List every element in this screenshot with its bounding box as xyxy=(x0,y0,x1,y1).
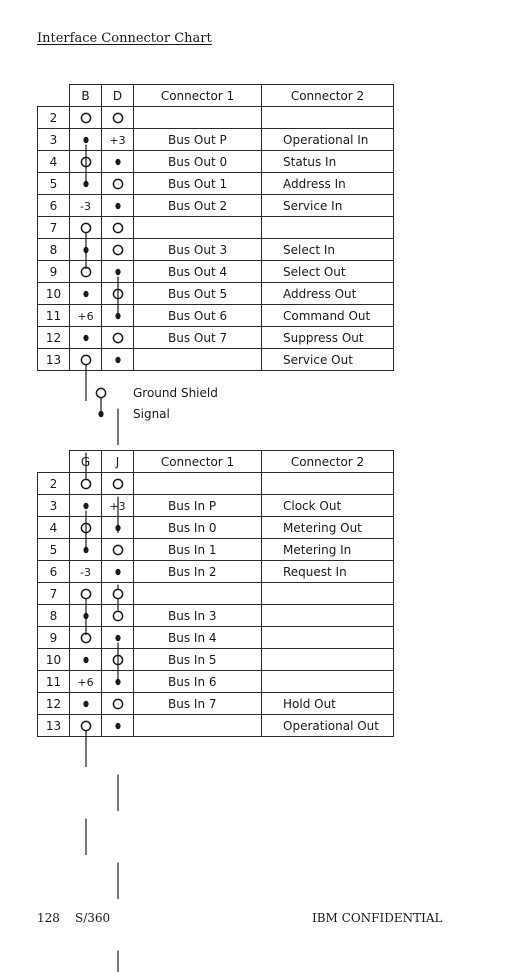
connector-1-signal: Bus In 7 xyxy=(134,693,262,715)
pin-b: -3 xyxy=(70,195,102,217)
table-row xyxy=(38,129,394,151)
pin-g xyxy=(70,495,102,517)
connector-1-signal: Bus In 0 xyxy=(134,517,262,539)
connector-1-signal: Bus Out 1 xyxy=(134,173,262,195)
connector-2-signal: Select In xyxy=(262,239,394,261)
signal-icon xyxy=(79,540,93,560)
row-number: 12 xyxy=(38,693,70,715)
connector-2-signal: Hold Out xyxy=(262,693,394,715)
table-row xyxy=(38,305,394,327)
pin-j xyxy=(102,583,134,605)
connector-chart-2 xyxy=(37,450,393,737)
table-row xyxy=(38,239,394,261)
connector-2-signal: Operational In xyxy=(262,129,394,151)
row-number: 7 xyxy=(38,217,70,239)
header-g: G xyxy=(70,451,102,473)
connector-1-signal xyxy=(134,583,262,605)
connector-chart-1 xyxy=(37,84,393,371)
connector-2-signal: Service In xyxy=(262,195,394,217)
signal-icon xyxy=(111,350,125,370)
pin-j xyxy=(102,605,134,627)
pin-g xyxy=(70,715,102,737)
row-number: 9 xyxy=(38,627,70,649)
pin-d xyxy=(102,283,134,305)
row-number: 13 xyxy=(38,715,70,737)
pin-d xyxy=(102,261,134,283)
pin-d xyxy=(102,327,134,349)
header-connector-1: Connector 1 xyxy=(134,85,262,107)
signal-icon xyxy=(111,672,125,692)
ground-shield-icon xyxy=(111,328,125,348)
table-row xyxy=(38,195,394,217)
row-number: 4 xyxy=(38,517,70,539)
signal-icon xyxy=(79,130,93,150)
header-blank xyxy=(38,451,70,473)
ground-shield-icon xyxy=(79,518,93,538)
connector-1-signal: Bus Out 7 xyxy=(134,327,262,349)
pin-g xyxy=(70,539,102,561)
connector-table xyxy=(37,450,394,737)
ground-shield-icon xyxy=(79,108,93,128)
ground-shield-icon xyxy=(111,284,125,304)
row-number: 10 xyxy=(38,649,70,671)
table-row xyxy=(38,715,394,737)
pin-g xyxy=(70,473,102,495)
table-row xyxy=(38,671,394,693)
table-row xyxy=(38,627,394,649)
signal-icon xyxy=(111,518,125,538)
connector-2-signal: Service Out xyxy=(262,349,394,371)
row-number: 4 xyxy=(38,151,70,173)
ground-shield-icon xyxy=(79,628,93,648)
pin-g xyxy=(70,583,102,605)
row-number: 7 xyxy=(38,583,70,605)
ground-shield-icon xyxy=(79,716,93,736)
row-number: 2 xyxy=(38,107,70,129)
table-row xyxy=(38,107,394,129)
table-row xyxy=(38,517,394,539)
header-blank xyxy=(38,85,70,107)
connector-1-signal: Bus Out 6 xyxy=(134,305,262,327)
connector-1-signal: Bus Out 4 xyxy=(134,261,262,283)
model-label: S/360 xyxy=(75,911,111,925)
pin-j xyxy=(102,671,134,693)
row-number: 13 xyxy=(38,349,70,371)
pin-j xyxy=(102,649,134,671)
ground-shield-icon xyxy=(111,540,125,560)
signal-icon xyxy=(79,284,93,304)
connector-2-signal: Select Out xyxy=(262,261,394,283)
row-number: 11 xyxy=(38,671,70,693)
table-row xyxy=(38,173,394,195)
connector-1-signal xyxy=(134,715,262,737)
connector-2-signal xyxy=(262,627,394,649)
ground-shield-icon xyxy=(79,584,93,604)
ground-shield-icon xyxy=(111,474,125,494)
connector-table xyxy=(37,84,394,371)
signal-icon xyxy=(111,716,125,736)
pin-d: +3 xyxy=(102,129,134,151)
pin-d xyxy=(102,151,134,173)
connector-1-signal: Bus Out 0 xyxy=(134,151,262,173)
pin-g: -3 xyxy=(70,561,102,583)
table-header-row xyxy=(38,451,394,473)
connector-2-signal: Request In xyxy=(262,561,394,583)
connector-1-signal: Bus Out 3 xyxy=(134,239,262,261)
connector-1-signal xyxy=(134,349,262,371)
signal-icon xyxy=(79,650,93,670)
pin-d xyxy=(102,173,134,195)
header-b: B xyxy=(70,85,102,107)
legend-ground-shield: Ground Shield xyxy=(133,386,218,400)
connector-1-signal: Bus In 4 xyxy=(134,627,262,649)
pin-b xyxy=(70,173,102,195)
connector-2-signal xyxy=(262,583,394,605)
table-row xyxy=(38,605,394,627)
connector-1-signal: Bus In 3 xyxy=(134,605,262,627)
pin-j xyxy=(102,693,134,715)
row-number: 6 xyxy=(38,561,70,583)
row-number: 3 xyxy=(38,129,70,151)
pin-d xyxy=(102,239,134,261)
table-row xyxy=(38,349,394,371)
pin-d xyxy=(102,305,134,327)
connector-1-signal xyxy=(134,217,262,239)
connector-2-signal: Suppress Out xyxy=(262,327,394,349)
table-row xyxy=(38,539,394,561)
table-row xyxy=(38,495,394,517)
ground-shield-icon xyxy=(111,584,125,604)
row-number: 3 xyxy=(38,495,70,517)
pin-g: +6 xyxy=(70,671,102,693)
row-number: 6 xyxy=(38,195,70,217)
connector-2-signal: Address In xyxy=(262,173,394,195)
table-row xyxy=(38,583,394,605)
legend-signal: Signal xyxy=(133,407,170,421)
pin-d xyxy=(102,217,134,239)
ground-shield-icon xyxy=(111,174,125,194)
ground-shield-icon xyxy=(111,108,125,128)
signal-icon xyxy=(79,174,93,194)
pin-d xyxy=(102,195,134,217)
connector-1-signal: Bus In 6 xyxy=(134,671,262,693)
pin-b xyxy=(70,129,102,151)
table-row xyxy=(38,217,394,239)
ground-shield-icon xyxy=(79,474,93,494)
connector-2-signal: Address Out xyxy=(262,283,394,305)
connector-1-signal: Bus In 1 xyxy=(134,539,262,561)
signal-icon xyxy=(111,262,125,282)
signal-icon xyxy=(79,496,93,516)
row-number: 8 xyxy=(38,239,70,261)
table-row xyxy=(38,327,394,349)
connector-1-signal: Bus Out P xyxy=(134,129,262,151)
pin-j xyxy=(102,561,134,583)
row-number: 9 xyxy=(38,261,70,283)
pin-b xyxy=(70,107,102,129)
signal-icon xyxy=(111,562,125,582)
pin-j: +3 xyxy=(102,495,134,517)
pin-g xyxy=(70,627,102,649)
signal-icon xyxy=(79,240,93,260)
row-number: 11 xyxy=(38,305,70,327)
pin-g xyxy=(70,517,102,539)
connector-2-signal: Metering In xyxy=(262,539,394,561)
connector-2-signal: Status In xyxy=(262,151,394,173)
pin-b xyxy=(70,151,102,173)
ground-shield-icon xyxy=(79,218,93,238)
pin-g xyxy=(70,605,102,627)
signal-icon xyxy=(111,152,125,172)
ground-shield-icon xyxy=(111,650,125,670)
table-row xyxy=(38,561,394,583)
connector-2-signal xyxy=(262,217,394,239)
pin-d xyxy=(102,107,134,129)
header-d: D xyxy=(102,85,134,107)
connector-2-signal xyxy=(262,605,394,627)
table-header-row xyxy=(38,85,394,107)
ground-shield-icon xyxy=(111,240,125,260)
row-number: 10 xyxy=(38,283,70,305)
signal-icon xyxy=(79,606,93,626)
page-number: 128 xyxy=(37,911,60,925)
signal-icon xyxy=(111,196,125,216)
connector-1-signal: Bus In 2 xyxy=(134,561,262,583)
connector-1-signal: Bus In P xyxy=(134,495,262,517)
connector-2-signal xyxy=(262,473,394,495)
signal-icon xyxy=(98,411,103,417)
ground-shield-icon xyxy=(111,606,125,626)
connector-2-signal xyxy=(262,671,394,693)
ground-shield-icon xyxy=(94,387,108,427)
connector-2-signal: Operational Out xyxy=(262,715,394,737)
pin-j xyxy=(102,627,134,649)
pin-d xyxy=(102,349,134,371)
connector-2-signal xyxy=(262,107,394,129)
connector-2-signal: Command Out xyxy=(262,305,394,327)
connector-2-signal: Clock Out xyxy=(262,495,394,517)
ground-shield-icon xyxy=(111,694,125,714)
ground-shield-icon xyxy=(79,262,93,282)
table-row xyxy=(38,473,394,495)
table-row xyxy=(38,151,394,173)
signal-icon xyxy=(79,328,93,348)
header-connector-2: Connector 2 xyxy=(262,85,394,107)
header-connector-1: Connector 1 xyxy=(134,451,262,473)
pin-j xyxy=(102,715,134,737)
pin-j xyxy=(102,473,134,495)
row-number: 12 xyxy=(38,327,70,349)
pin-b xyxy=(70,239,102,261)
connector-2-signal xyxy=(262,649,394,671)
connector-1-signal: Bus In 5 xyxy=(134,649,262,671)
connector-1-signal xyxy=(134,107,262,129)
row-number: 5 xyxy=(38,539,70,561)
table-row xyxy=(38,693,394,715)
row-number: 2 xyxy=(38,473,70,495)
signal-icon xyxy=(79,694,93,714)
pin-b xyxy=(70,327,102,349)
pin-g xyxy=(70,649,102,671)
table-row xyxy=(38,261,394,283)
ground-shield-icon xyxy=(79,152,93,172)
pin-b: +6 xyxy=(70,305,102,327)
legend xyxy=(90,383,350,425)
pin-j xyxy=(102,517,134,539)
page-title: Interface Connector Chart xyxy=(37,31,212,46)
row-number: 5 xyxy=(38,173,70,195)
confidential-label: IBM CONFIDENTIAL xyxy=(312,911,443,925)
pin-j xyxy=(102,539,134,561)
signal-icon xyxy=(111,306,125,326)
ground-shield-icon xyxy=(111,218,125,238)
connector-1-signal xyxy=(134,473,262,495)
pin-b xyxy=(70,261,102,283)
connector-2-signal: Metering Out xyxy=(262,517,394,539)
connector-1-signal: Bus Out 5 xyxy=(134,283,262,305)
ground-shield-icon xyxy=(79,350,93,370)
pin-b xyxy=(70,349,102,371)
header-j: J xyxy=(102,451,134,473)
row-number: 8 xyxy=(38,605,70,627)
signal-icon xyxy=(111,628,125,648)
table-row xyxy=(38,283,394,305)
connector-1-signal: Bus Out 2 xyxy=(134,195,262,217)
pin-b xyxy=(70,283,102,305)
pin-b xyxy=(70,217,102,239)
pin-g xyxy=(70,693,102,715)
table-row xyxy=(38,649,394,671)
header-connector-2: Connector 2 xyxy=(262,451,394,473)
